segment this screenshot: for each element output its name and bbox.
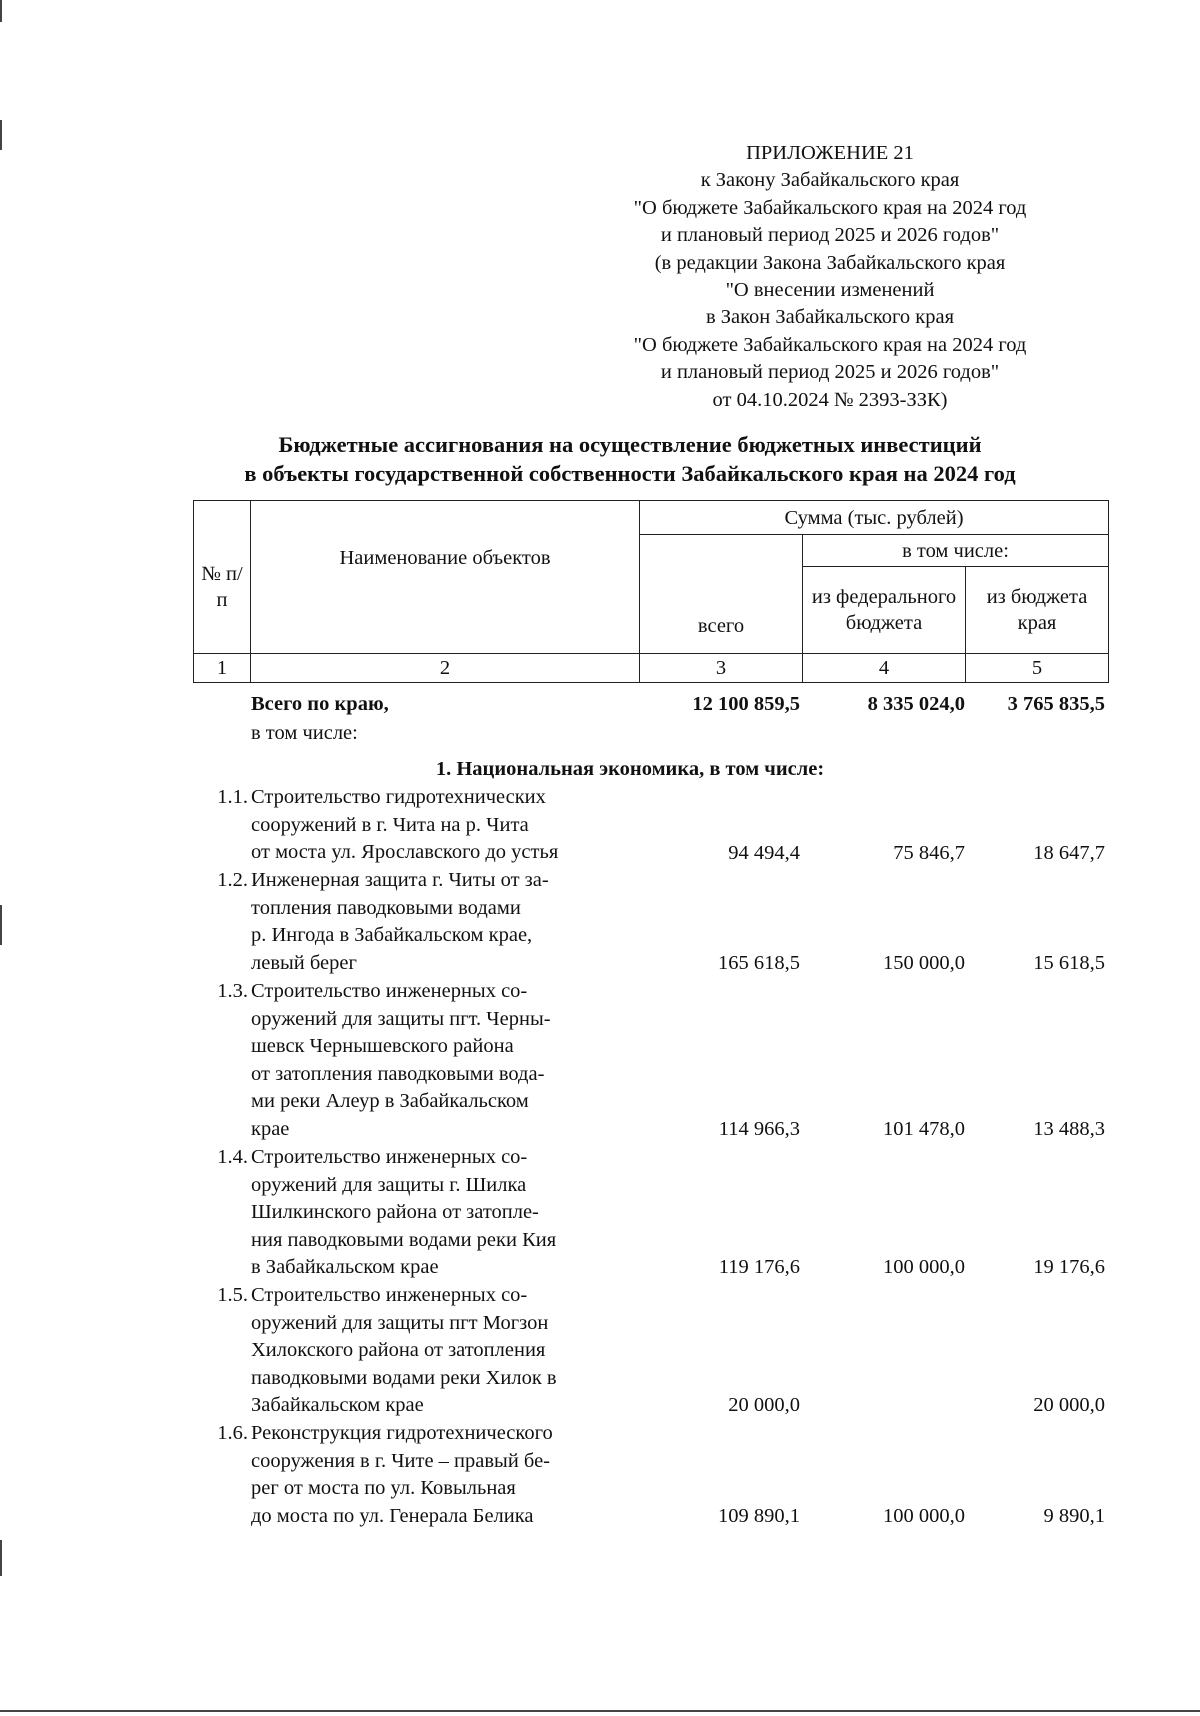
scan-edge-left: [0, 0, 2, 22]
appendix-line: ПРИЛОЖЕНИЕ 21: [746, 142, 914, 164]
header-number-cell: 5: [966, 654, 1109, 683]
section-heading: 1. Национальная экономика, в том числе:: [435, 758, 825, 780]
header-total: всего: [640, 535, 803, 654]
appendix-line: "О бюджете Забайкальского края на 2024 год: [633, 333, 1027, 356]
row-name: [251, 784, 640, 867]
scan-edge-bottom: [0, 1710, 1200, 1712]
row-name: [251, 1144, 640, 1282]
header-regional: из бюджета края: [966, 567, 1109, 654]
row-number: 1.3.: [217, 980, 248, 1002]
row-total: 94 494,4: [728, 842, 800, 864]
row-name-line: шевск Чернышевского района: [251, 1035, 514, 1058]
row-name-line: рег от моста по ул. Ковыльная: [251, 1477, 516, 1500]
row-total: 109 890,1: [718, 1505, 800, 1527]
row-number: 1.4.: [217, 1146, 248, 1168]
scan-edge-left: [0, 1540, 2, 1576]
including-label: в том числе:: [251, 722, 358, 744]
row-name: [251, 978, 640, 1144]
row-name-line: ния паводковыми водами реки Кия: [251, 1228, 557, 1251]
appendix-line: "О бюджете Забайкальского края на 2024 год: [633, 196, 1027, 219]
table-header: [193, 500, 1109, 683]
title-line: в объекты государственной собственности Забайкальского края на 2024 год: [244, 461, 1016, 486]
row-total: 119 176,6: [718, 1256, 800, 1278]
appendix-line: и плановый период 2025 и 2026 годов": [660, 361, 1000, 384]
row-regional: 20 000,0: [1033, 1394, 1105, 1416]
appendix-line: к Закону Забайкальского края: [700, 169, 960, 192]
row-federal: 150 000,0: [883, 952, 965, 974]
grand-total-federal: 8 335 024,0: [867, 693, 965, 715]
title-line: Бюджетные ассигнования на осуществление бюджетных инвестиций: [278, 432, 982, 457]
row-name-line: от затопления паводковыми вода-: [251, 1062, 545, 1085]
row-regional: 19 176,6: [1033, 1256, 1105, 1278]
row-name-line: Строительство инженерных со-: [251, 980, 528, 1002]
row-name-line: ми реки Алеур в Забайкальском: [251, 1090, 529, 1113]
header-including: в том числе:: [803, 535, 1109, 567]
row-name-line: сооружения в г. Чите – правый бе-: [251, 1449, 551, 1472]
row-name-line: крае: [251, 1117, 290, 1140]
grand-total-label: Всего по краю,: [251, 693, 389, 715]
appendix-line: (в редакции Закона Забайкальского края: [654, 251, 1006, 274]
row-name-line: Строительство инженерных со-: [251, 1146, 528, 1168]
header-col-num: № п/п: [194, 501, 251, 654]
row-name-line: оружений для защиты г. Шилка: [251, 1173, 527, 1196]
row-name-line: левый берег: [251, 951, 357, 974]
grand-total-regional: 3 765 835,5: [1007, 693, 1105, 715]
row-name-line: Хилокского района от затопления: [251, 1339, 546, 1362]
row-name-line: Забайкальском крае: [251, 1394, 424, 1417]
row-regional: 18 647,7: [1033, 842, 1105, 864]
row-number: 1.6.: [217, 1422, 248, 1444]
row-regional: 15 618,5: [1033, 952, 1105, 974]
row-name: [251, 867, 640, 977]
row-name-line: оружений для защиты пгт. Черны-: [251, 1007, 551, 1030]
header-number-cell: 2: [251, 654, 640, 683]
row-name-line: паводковыми водами реки Хилок в: [251, 1366, 557, 1389]
row-name-line: Реконструкция гидротехнического: [251, 1422, 553, 1444]
appendix-header: [590, 140, 1070, 414]
row-federal: 101 478,0: [883, 1118, 965, 1140]
row-name: [251, 1420, 640, 1530]
row-federal: 100 000,0: [883, 1256, 965, 1278]
appendix-line: и плановый период 2025 и 2026 годов": [660, 224, 1000, 247]
row-name-line: сооружений в г. Чита на р. Чита: [251, 813, 529, 836]
row-regional: 9 890,1: [1043, 1505, 1105, 1527]
appendix-line: от 04.10.2024 № 2393-ЗЗК): [712, 388, 948, 411]
row-regional: 13 488,3: [1033, 1118, 1105, 1140]
row-name-line: топления паводковыми водами: [251, 896, 521, 919]
row-number: 1.5.: [217, 1284, 248, 1306]
scan-edge-left: [0, 905, 2, 945]
row-name-line: Строительство гидротехнических: [251, 786, 546, 808]
row-total: 165 618,5: [718, 952, 800, 974]
row-name-line: Инженерная защита г. Читы от за-: [251, 869, 549, 891]
row-name: [251, 1282, 640, 1420]
document-title: [150, 430, 1110, 488]
row-federal: 100 000,0: [883, 1505, 965, 1527]
row-number: 1.2.: [217, 869, 248, 891]
row-name-line: в Забайкальском крае: [251, 1256, 439, 1279]
row-name-line: Шилкинского района от затопле-: [251, 1201, 539, 1224]
header-federal: из федерального бюджета: [803, 567, 966, 654]
appendix-line: "О внесении изменений: [725, 279, 935, 302]
appendix-line: в Закон Забайкальского края: [705, 306, 955, 329]
header-number-cell: 1: [194, 654, 251, 683]
row-federal: 75 846,7: [893, 842, 965, 864]
row-number: 1.1.: [217, 786, 248, 808]
row-total: 20 000,0: [728, 1394, 800, 1416]
header-col-name: Наименование объектов: [251, 501, 640, 654]
header-number-cell: 4: [803, 654, 966, 683]
row-name-line: р. Ингода в Забайкальском крае,: [251, 924, 533, 947]
row-name-line: от моста ул. Ярославского до устья: [251, 841, 559, 864]
scan-edge-left: [0, 120, 2, 150]
row-name-line: Строительство инженерных со-: [251, 1284, 528, 1306]
row-total: 114 966,3: [718, 1118, 800, 1140]
grand-total-total: 12 100 859,5: [692, 693, 800, 715]
header-number-cell: 3: [640, 654, 803, 683]
header-sum: Сумма (тыс. рублей): [640, 501, 1109, 535]
row-name-line: до моста по ул. Генерала Белика: [251, 1504, 534, 1527]
row-name-line: оружений для защиты пгт Могзон: [251, 1311, 549, 1334]
